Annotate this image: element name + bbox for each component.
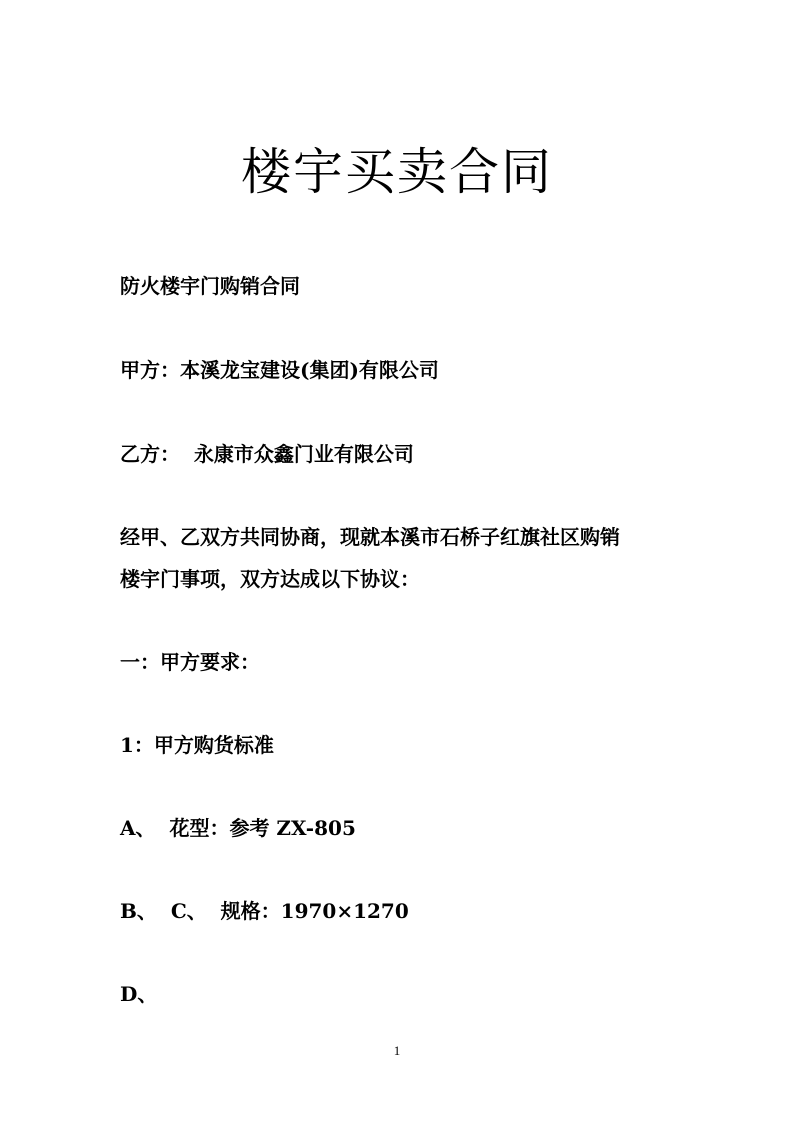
page-number: 1 bbox=[393, 1043, 401, 1058]
clause-item-b-c: B、 C、 规格：1970×1270 bbox=[120, 899, 409, 923]
section-heading: 一：甲方要求： bbox=[120, 650, 260, 674]
contract-subtitle: 防火楼宇门购销合同 bbox=[120, 274, 300, 298]
clause-1-heading: 1：甲方购货标准 bbox=[120, 733, 274, 757]
preamble-line-1: 经甲、乙双方共同协商，现就本溪市石桥子红旗社区购销 bbox=[120, 525, 620, 549]
page-title: 楼宇买卖合同 bbox=[241, 143, 553, 201]
party-b: 乙方： 永康市众鑫门业有限公司 bbox=[120, 442, 414, 466]
preamble-line-2: 楼宇门事项，双方达成以下协议： bbox=[120, 567, 420, 591]
party-a: 甲方：本溪龙宝建设(集团)有限公司 bbox=[120, 358, 439, 382]
clause-item-a: A、 花型：参考 ZX-805 bbox=[120, 816, 356, 840]
clause-item-d: D、 bbox=[120, 982, 158, 1006]
